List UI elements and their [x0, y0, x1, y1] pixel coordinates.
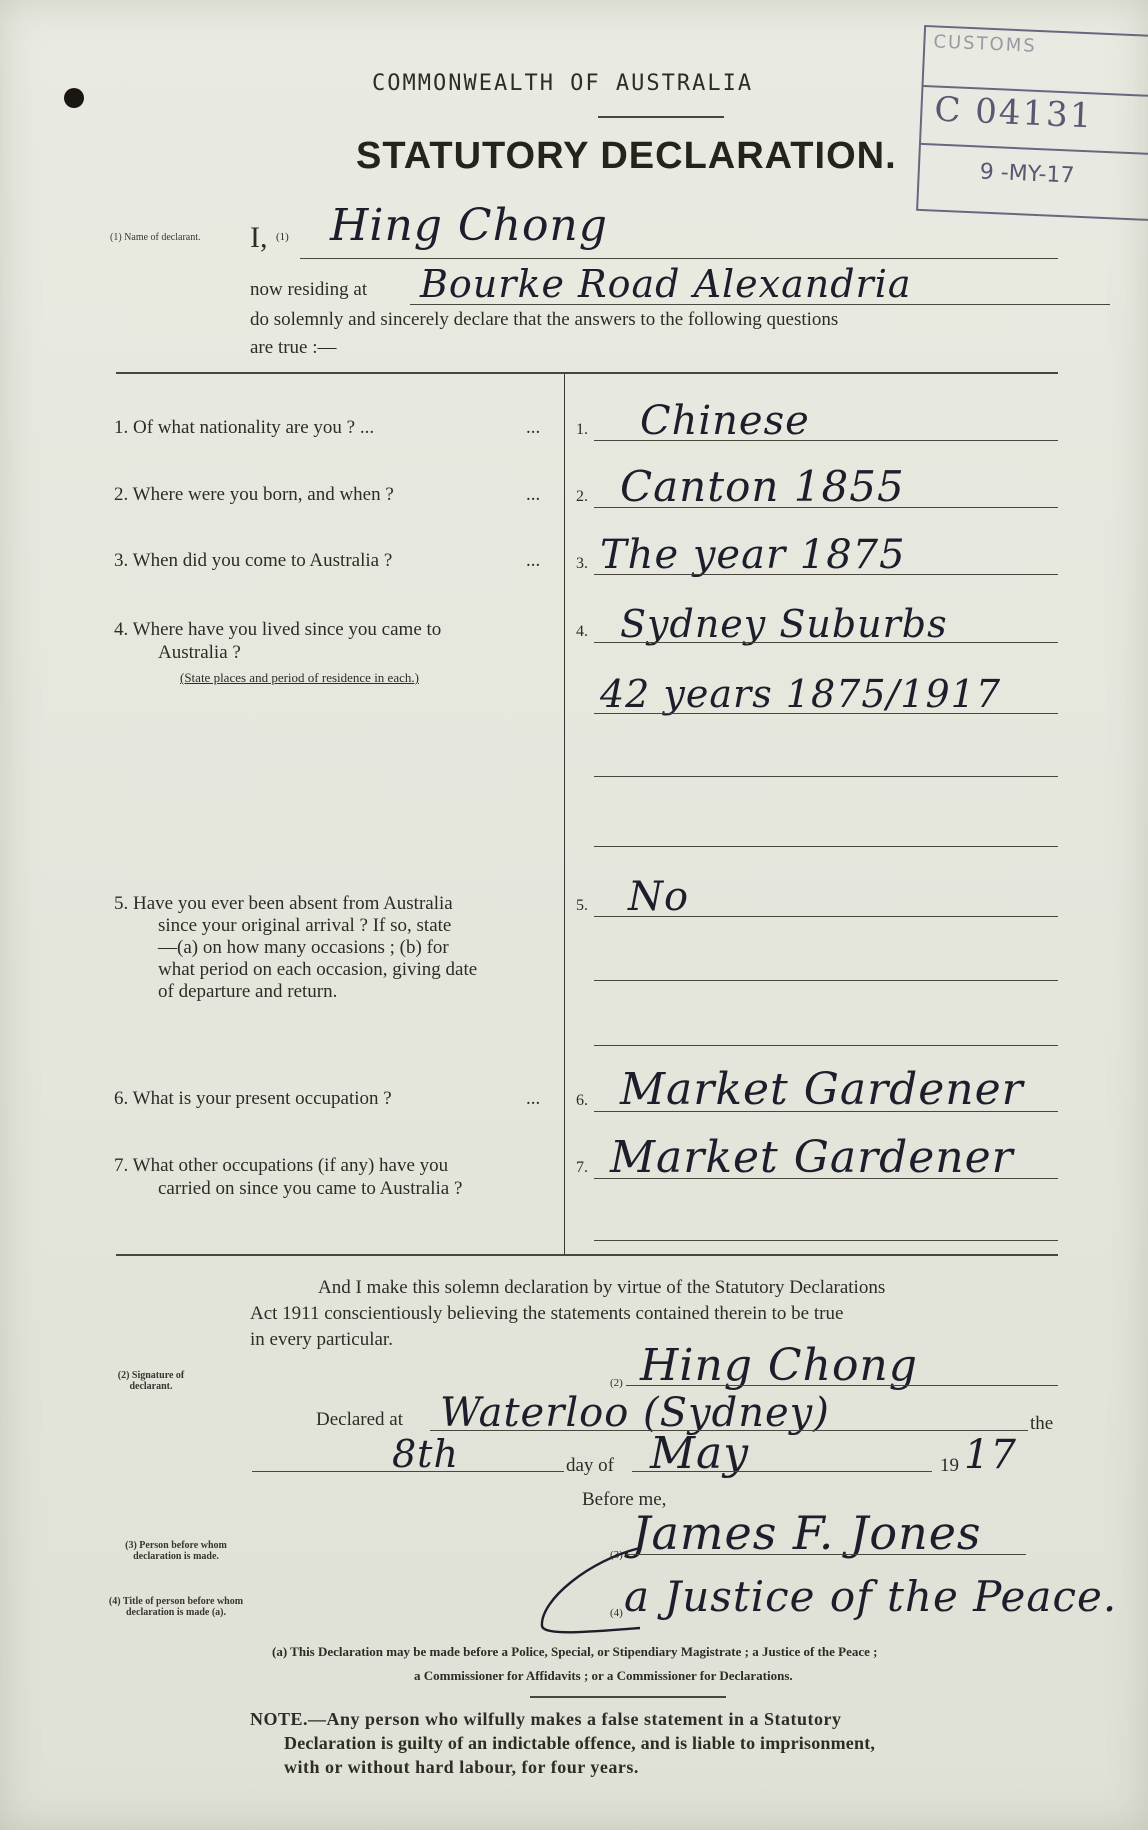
- i-prefix: I,: [250, 221, 268, 254]
- answer-4-number: 4.: [576, 623, 588, 640]
- stamp-divider-2: [921, 143, 1148, 155]
- ref-2: (2): [610, 1377, 623, 1389]
- question-6-dots: ...: [526, 1088, 541, 1109]
- declared-place: Waterloo (Sydney): [440, 1390, 830, 1436]
- witness-line: [626, 1554, 1026, 1555]
- answer-7-number: 7.: [576, 1159, 588, 1176]
- ref-1: (1): [276, 231, 289, 243]
- answer-4: Sydney Suburbs: [620, 602, 948, 646]
- stamp-top-text: CUSTOMS: [932, 31, 1038, 57]
- answer-5-number: 5.: [576, 897, 588, 914]
- answer-1-line: [594, 440, 1058, 441]
- day-of-label: day of: [566, 1455, 615, 1476]
- answer-3: The year 1875: [600, 532, 906, 578]
- month-line: [632, 1471, 932, 1472]
- answer-7b-line: [594, 1240, 1058, 1241]
- declared-day: 8th: [392, 1432, 459, 1476]
- question-4-line-2: Australia ?: [158, 642, 241, 663]
- footnote-line-2: a Commissioner for Affidavits ; or a Commissioner for Declarations.: [414, 1668, 793, 1683]
- witness-signature: James F. Jones: [632, 1506, 982, 1560]
- table-bottom-rule: [116, 1254, 1058, 1256]
- question-5-line-1: 5. Have you ever been absent from Australia: [114, 893, 453, 914]
- question-5-line-3: —(a) on how many occasions ; (b) for: [158, 937, 449, 958]
- header-rule: [598, 116, 724, 118]
- residence: Bourke Road Alexandria: [420, 262, 912, 306]
- answer-6-number: 6.: [576, 1092, 588, 1109]
- closing-line-2: Act 1911 conscientiously believing the statements contained therein to be true: [250, 1303, 844, 1324]
- signature-line: [626, 1385, 1058, 1386]
- flourish-mark: [530, 1540, 650, 1640]
- note-line-1: NOTE.—Any person who wilfully makes a false statement in a Statutory: [250, 1709, 842, 1729]
- declared-month: May: [650, 1428, 750, 1479]
- question-5-line-2: since your original arrival ? If so, state: [158, 915, 452, 936]
- answer-2-number: 2.: [576, 488, 588, 505]
- answer-4b-line: [594, 713, 1058, 714]
- question-3: 3. When did you come to Australia ?: [114, 550, 393, 571]
- customs-stamp: [916, 25, 1148, 221]
- answer-4c-line: [594, 776, 1058, 777]
- name-margin-label: (1) Name of declarant.: [110, 232, 201, 243]
- closing-line-3: in every particular.: [250, 1329, 393, 1350]
- answer-4-line: [594, 642, 1058, 643]
- answer-1-number: 1.: [576, 421, 588, 438]
- declarant-signature: Hing Chong: [640, 1340, 918, 1391]
- question-6: 6. What is your present occupation ?: [114, 1088, 392, 1109]
- declare-line-2: are true :—: [250, 337, 337, 358]
- question-5-line-4: what period on each occasion, giving date: [158, 959, 478, 980]
- note-line-2: Declaration is guilty of an indictable offence, and is liable to imprisonment,: [284, 1733, 876, 1753]
- question-1-dots: ...: [526, 417, 541, 438]
- question-2: 2. Where were you born, and when ?: [114, 484, 394, 505]
- question-5-line-5: of departure and return.: [158, 981, 338, 1002]
- question-2-dots: ...: [526, 484, 541, 505]
- day-line: [252, 1471, 564, 1472]
- the-label: the: [1030, 1413, 1054, 1434]
- answer-6-line: [594, 1111, 1058, 1112]
- footnote-line-1: (a) This Declaration may be made before a Police, Special, or Stipendiary Magistrate ; a Justice of the Peace ;: [272, 1644, 878, 1659]
- table-top-rule: [116, 372, 1058, 374]
- ref-3: (3): [610, 1549, 623, 1561]
- answer-4d-line: [594, 846, 1058, 847]
- question-7-line-1: 7. What other occupations (if any) have you: [114, 1155, 449, 1176]
- table-divider: [564, 374, 565, 1254]
- punch-hole: [64, 88, 84, 108]
- name-line: [300, 258, 1058, 259]
- year-suffix: 17: [964, 1432, 1017, 1478]
- question-1: 1. Of what nationality are you ? ...: [114, 417, 375, 438]
- answer-7-line: [594, 1178, 1058, 1179]
- declare-line-1: do solemnly and sincerely declare that the answers to the following questions: [250, 309, 839, 330]
- year-prefix: 19: [940, 1455, 959, 1476]
- question-4-line-1: 4. Where have you lived since you came to: [114, 619, 442, 640]
- footnote-rule: [530, 1696, 726, 1698]
- answer-7: Market Gardener: [610, 1132, 1014, 1183]
- residence-line: [410, 304, 1110, 305]
- stamp-number: C 04131: [933, 89, 1095, 137]
- question-3-dots: ...: [526, 550, 541, 571]
- stamp-date: 9 -MY-17: [979, 159, 1075, 189]
- answer-3-number: 3.: [576, 555, 588, 572]
- answer-1: Chinese: [640, 398, 810, 444]
- residing-label: now residing at: [250, 279, 368, 300]
- answer-5c-line: [594, 1045, 1058, 1046]
- page-title: STATUTORY DECLARATION.: [356, 135, 897, 177]
- country-heading: COMMONWEALTH OF AUSTRALIA: [372, 71, 754, 96]
- before-me-label: Before me,: [582, 1489, 667, 1510]
- witness-title-margin-label: (4) Title of person before whom declaration is made (a).: [108, 1596, 244, 1618]
- answer-2-line: [594, 507, 1058, 508]
- answer-5b-line: [594, 980, 1058, 981]
- answer-6: Market Gardener: [620, 1064, 1024, 1115]
- declared-at-label: Declared at: [316, 1409, 404, 1430]
- answer-3-line: [594, 574, 1058, 575]
- ref-4: (4): [610, 1607, 623, 1619]
- answer-2: Canton 1855: [620, 462, 905, 511]
- closing-line-1: And I make this solemn declaration by virtue of the Statutory Declarations: [318, 1277, 886, 1298]
- answer-5: No: [628, 874, 690, 920]
- answer-4-period: 42 years 1875/1917: [600, 672, 1002, 716]
- note-line-3: with or without hard labour, for four years.: [284, 1757, 639, 1777]
- answer-5-line: [594, 916, 1058, 917]
- question-4-note: (State places and period of residence in each.): [180, 670, 419, 685]
- signature-margin-label: (2) Signature of declarant.: [117, 1370, 185, 1392]
- witness-margin-label: (3) Person before whom declaration is made.: [125, 1540, 227, 1562]
- declarant-name: Hing Chong: [330, 200, 608, 251]
- witness-title: a Justice of the Peace.: [624, 1572, 1118, 1621]
- question-7-line-2: carried on since you came to Australia ?: [158, 1178, 463, 1199]
